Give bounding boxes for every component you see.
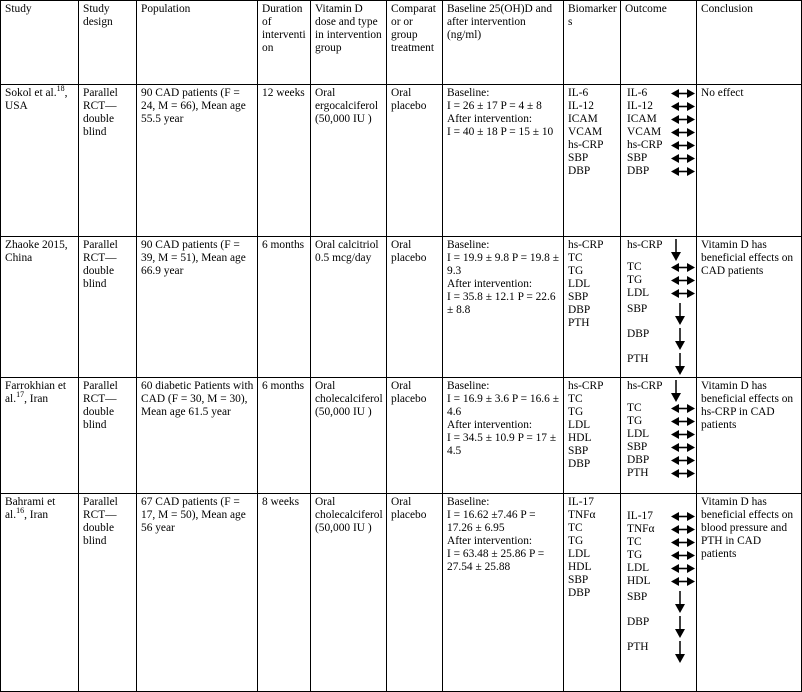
vitamin-d-dose-cell: Oral cholecalciferol (50,000 IU ) <box>311 494 387 692</box>
after-intervention-values: I = 34.5 ± 10.9 P = 17 ± 4.5 <box>447 432 557 457</box>
after-intervention-values: I = 63.48 ± 25.86 P = 27.54 ± 25.88 <box>447 548 545 573</box>
study-name: Bahrami et al. <box>5 496 56 521</box>
baseline-values: I = 19.9 ± 9.8 P = 19.8 ± 9.3 <box>447 252 559 277</box>
duration-cell: 12 weeks <box>258 85 311 237</box>
outcome-item <box>627 274 693 287</box>
biomarker-item: LDL <box>568 419 591 431</box>
decrease-arrow-icon <box>671 380 681 402</box>
header-cell: Comparator or group treatment <box>387 1 443 85</box>
outcome-label: IL-12 <box>627 100 653 112</box>
study-cell <box>1 85 79 237</box>
biomarker-item: DBP <box>568 458 591 470</box>
outcome-label: LDL <box>627 428 650 440</box>
biomarker-item: HDL <box>568 561 592 573</box>
after-intervention-values: I = 40 ± 18 P = 15 ± 10 <box>447 126 554 138</box>
study-location: , Iran <box>24 393 49 405</box>
outcome-cell <box>621 378 697 494</box>
outcome-label: LDL <box>627 287 650 299</box>
biomarker-item: TC <box>568 522 583 534</box>
biomarker-item: TC <box>568 393 583 405</box>
outcome-label: IL-17 <box>627 510 653 522</box>
biomarker-item: VCAM <box>568 126 603 138</box>
outcome-label: SBP <box>627 441 648 453</box>
baseline-values: I = 16.62 ±7.46 P = 17.26 ± 6.95 <box>447 509 536 534</box>
outcome-item <box>627 536 693 549</box>
vitamin-d-dose-cell: Oral cholecalciferol (50,000 IU ) <box>311 378 387 494</box>
conclusion-cell: Vitamin D has beneficial effects on CAD patients <box>697 237 802 378</box>
biomarkers-cell <box>564 237 621 378</box>
header-cell: Duration of intervention <box>258 1 311 85</box>
study-name: Sokol et al. <box>5 87 57 99</box>
outcome-item <box>627 428 693 441</box>
study-cell <box>1 237 79 378</box>
header-row <box>1 1 802 85</box>
decrease-arrow-icon <box>675 303 685 325</box>
after-intervention-label: After intervention: <box>447 278 533 290</box>
outcome-cell <box>621 85 697 237</box>
outcome-label: hs-CRP <box>627 139 663 151</box>
conclusion-cell: No effect <box>697 85 802 237</box>
header-cell: Conclusion <box>697 1 802 85</box>
outcome-item <box>627 303 693 325</box>
after-intervention-label: After intervention: <box>447 535 533 547</box>
no-change-arrow-icon <box>671 456 695 465</box>
outcome-label: SBP <box>627 152 648 164</box>
study-reference: 17 <box>16 390 25 400</box>
no-change-arrow-icon <box>671 538 695 547</box>
no-change-arrow-icon <box>671 469 695 478</box>
biomarker-item: ICAM <box>568 113 598 125</box>
biomarker-item: LDL <box>568 278 591 290</box>
baseline-cell <box>443 85 564 237</box>
no-change-arrow-icon <box>671 551 695 560</box>
biomarker-item: TC <box>568 252 583 264</box>
outcome-label: SBP <box>627 591 648 603</box>
no-change-arrow-icon <box>671 577 695 586</box>
outcome-label: PTH <box>627 467 649 479</box>
decrease-arrow-icon <box>675 353 685 375</box>
after-intervention-values: I = 35.8 ± 12.1 P = 22.6 ± 8.8 <box>447 291 556 316</box>
header-cell: Biomarkers <box>564 1 621 85</box>
after-intervention-label: After intervention: <box>447 113 533 125</box>
study-location: , USA <box>5 87 68 112</box>
decrease-arrow-icon <box>675 591 685 613</box>
no-change-arrow-icon <box>671 404 695 413</box>
outcome-item <box>627 287 693 300</box>
study-design-cell: Parallel RCT—double blind <box>79 237 137 378</box>
study-reference: 18 <box>56 84 65 94</box>
biomarker-item: hs-CRP <box>568 139 604 151</box>
outcome-item <box>627 100 693 113</box>
after-intervention-label: After intervention: <box>447 419 533 431</box>
outcome-item <box>627 402 693 415</box>
vitamin-d-dose-cell: Oral calcitriol 0.5 mcg/day <box>311 237 387 378</box>
outcome-label: HDL <box>627 575 651 587</box>
decrease-arrow-icon <box>671 239 681 261</box>
biomarker-item: LDL <box>568 548 591 560</box>
biomarkers-cell <box>564 494 621 692</box>
outcome-cell <box>621 237 697 378</box>
no-change-arrow-icon <box>671 443 695 452</box>
outcome-label: TG <box>627 415 643 427</box>
no-change-arrow-icon <box>671 564 695 573</box>
baseline-cell <box>443 378 564 494</box>
outcome-item <box>627 415 693 428</box>
outcome-item <box>627 641 693 663</box>
outcome-label: DBP <box>627 454 650 466</box>
conclusion-cell: Vitamin D has beneficial effects on blood pressure and PTH in CAD patients <box>697 494 802 692</box>
biomarker-item: DBP <box>568 165 591 177</box>
outcome-label: DBP <box>627 328 650 340</box>
biomarker-item: IL-17 <box>568 496 594 508</box>
no-change-arrow-icon <box>671 167 695 176</box>
no-change-arrow-icon <box>671 141 695 150</box>
header-cell: Outcome <box>621 1 697 85</box>
outcome-item <box>627 261 693 274</box>
no-change-arrow-icon <box>671 89 695 98</box>
no-change-arrow-icon <box>671 115 695 124</box>
population-cell: 90 CAD patients (F = 39, M = 51), Mean age 66.9 year <box>137 237 258 378</box>
study-reference: 16 <box>16 506 25 516</box>
comparator-cell: Oral placebo <box>387 85 443 237</box>
outcome-item <box>627 562 693 575</box>
duration-cell: 6 months <box>258 237 311 378</box>
biomarker-item: hs-CRP <box>568 380 604 392</box>
study-name: Farrokhian et al. <box>5 380 67 405</box>
outcome-label: TNFα <box>627 523 655 535</box>
outcome-item <box>627 441 693 454</box>
no-change-arrow-icon <box>671 263 695 272</box>
no-change-arrow-icon <box>671 430 695 439</box>
outcome-label: IL-6 <box>627 87 648 99</box>
outcome-label: DBP <box>627 616 650 628</box>
outcome-item <box>627 549 693 562</box>
biomarker-item: TNFα <box>568 509 596 521</box>
vitamin-d-dose-cell: Oral ergocalciferol (50,000 IU ) <box>311 85 387 237</box>
study-cell <box>1 494 79 692</box>
baseline-label: Baseline: <box>447 87 490 99</box>
outcome-label: PTH <box>627 353 649 365</box>
biomarker-item: DBP <box>568 304 591 316</box>
biomarker-item: SBP <box>568 291 589 303</box>
no-change-arrow-icon <box>671 525 695 534</box>
conclusion-cell: Vitamin D has beneficial effects on hs-CRP in CAD patients <box>697 378 802 494</box>
outcome-item <box>627 165 693 178</box>
no-change-arrow-icon <box>671 102 695 111</box>
study-cell <box>1 378 79 494</box>
study-design-cell: Parallel RCT—double blind <box>79 85 137 237</box>
no-change-arrow-icon <box>671 276 695 285</box>
study-design-cell: Parallel RCT—double blind <box>79 378 137 494</box>
outcome-item <box>627 454 693 467</box>
no-change-arrow-icon <box>671 128 695 137</box>
biomarker-item: TG <box>568 535 584 547</box>
outcome-item <box>627 139 693 152</box>
baseline-label: Baseline: <box>447 496 490 508</box>
decrease-arrow-icon <box>675 616 685 638</box>
baseline-values: I = 16.9 ± 3.6 P = 16.6 ± 4.6 <box>447 393 559 418</box>
outcome-item <box>627 575 693 588</box>
outcome-cell <box>621 494 697 692</box>
outcome-label: TC <box>627 402 642 414</box>
outcome-item <box>627 510 693 523</box>
outcome-label: TG <box>627 549 643 561</box>
outcome-item <box>627 380 693 402</box>
table-body <box>1 85 802 692</box>
outcome-label: hs-CRP <box>627 239 663 251</box>
biomarker-item: HDL <box>568 432 592 444</box>
biomarker-item: IL-12 <box>568 100 594 112</box>
header-cell: Population <box>137 1 258 85</box>
comparator-cell: Oral placebo <box>387 237 443 378</box>
outcome-item <box>627 239 693 261</box>
baseline-cell <box>443 237 564 378</box>
outcome-item <box>627 616 693 638</box>
study-location: , Iran <box>24 509 49 521</box>
duration-cell: 6 months <box>258 378 311 494</box>
table-row <box>1 378 802 494</box>
population-cell: 90 CAD patients (F = 24, M = 66), Mean age 55.5 year <box>137 85 258 237</box>
outcome-label: VCAM <box>627 126 662 138</box>
outcome-item <box>627 152 693 165</box>
table-row <box>1 237 802 378</box>
baseline-label: Baseline: <box>447 239 490 251</box>
header-cell: Study <box>1 1 79 85</box>
no-change-arrow-icon <box>671 154 695 163</box>
outcome-item <box>627 113 693 126</box>
outcome-label: TC <box>627 261 642 273</box>
outcome-label: DBP <box>627 165 650 177</box>
table-row <box>1 85 802 237</box>
biomarker-item: TG <box>568 265 584 277</box>
biomarker-item: DBP <box>568 587 591 599</box>
no-change-arrow-icon <box>671 417 695 426</box>
no-change-arrow-icon <box>671 512 695 521</box>
outcome-label: SBP <box>627 303 648 315</box>
outcome-label: hs-CRP <box>627 380 663 392</box>
biomarker-item: hs-CRP <box>568 239 604 251</box>
outcome-item <box>627 523 693 536</box>
table-row <box>1 494 802 692</box>
study-name: Zhaoke 2015, China <box>5 239 68 264</box>
no-change-arrow-icon <box>671 289 695 298</box>
baseline-values: I = 26 ± 17 P = 4 ± 8 <box>447 100 542 112</box>
header-cell: Vitamin D dose and type in intervention group <box>311 1 387 85</box>
duration-cell: 8 weeks <box>258 494 311 692</box>
comparator-cell: Oral placebo <box>387 494 443 692</box>
population-cell: 60 diabetic Patients with CAD (F = 30, M = 30), Mean age 61.5 year <box>137 378 258 494</box>
biomarker-item: PTH <box>568 317 590 329</box>
study-design-cell: Parallel RCT—double blind <box>79 494 137 692</box>
comparator-cell: Oral placebo <box>387 378 443 494</box>
biomarker-item: TG <box>568 406 584 418</box>
outcome-label: LDL <box>627 562 650 574</box>
biomarker-item: SBP <box>568 152 589 164</box>
header-cell: Study design <box>79 1 137 85</box>
header-cell: Baseline 25(OH)D and after intervention (ng/ml) <box>443 1 564 85</box>
baseline-label: Baseline: <box>447 380 490 392</box>
outcome-label: PTH <box>627 641 649 653</box>
outcome-label: TG <box>627 274 643 286</box>
outcome-item <box>627 591 693 613</box>
biomarker-item: IL-6 <box>568 87 589 99</box>
biomarkers-cell <box>564 85 621 237</box>
biomarker-item: SBP <box>568 445 589 457</box>
biomarker-item: SBP <box>568 574 589 586</box>
biomarkers-cell <box>564 378 621 494</box>
outcome-item <box>627 467 693 480</box>
outcome-label: ICAM <box>627 113 657 125</box>
outcome-item <box>627 328 693 350</box>
outcome-label: TC <box>627 536 642 548</box>
decrease-arrow-icon <box>675 328 685 350</box>
outcome-item <box>627 126 693 139</box>
decrease-arrow-icon <box>675 641 685 663</box>
baseline-cell <box>443 494 564 692</box>
outcome-item <box>627 87 693 100</box>
population-cell: 67 CAD patients (F = 17, M = 50), Mean age 56 year <box>137 494 258 692</box>
outcome-item <box>627 353 693 375</box>
